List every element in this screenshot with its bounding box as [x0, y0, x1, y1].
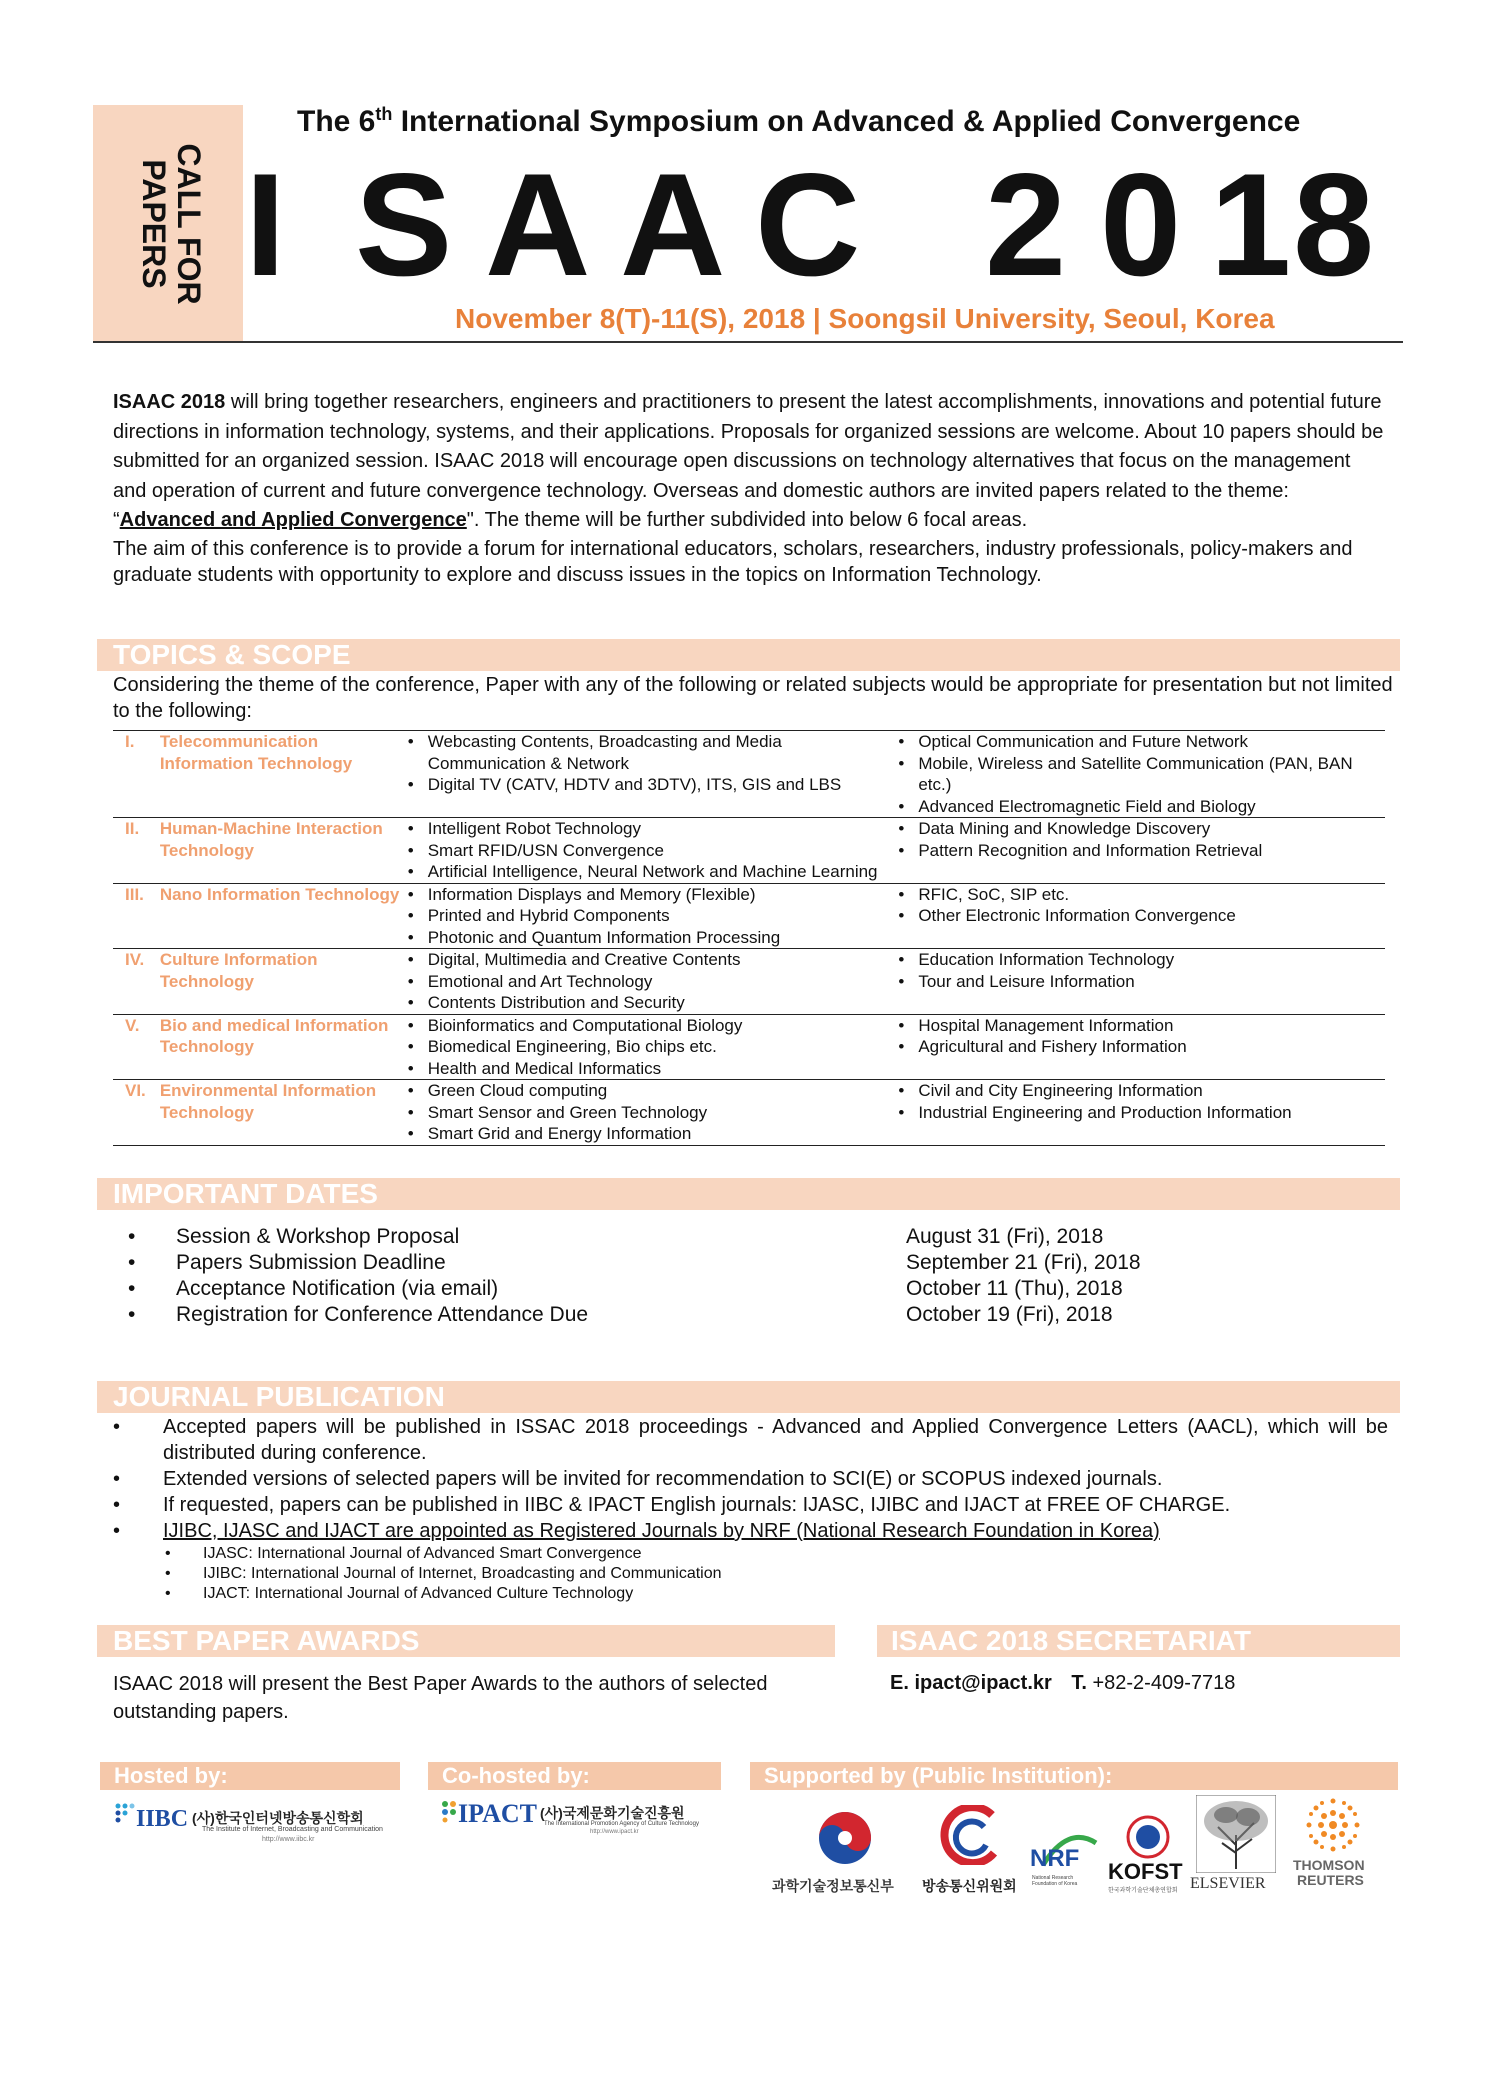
- call-for-papers-label: CALL FOR PAPERS: [136, 142, 207, 305]
- header-divider: [93, 341, 1403, 343]
- kofst-emblem-icon: [1126, 1815, 1170, 1859]
- thomson-reuters-logo: THOMSON REUTERS: [1285, 1795, 1385, 1890]
- topic-number: III.: [125, 884, 144, 904]
- topic-left-list: [404, 883, 895, 949]
- topic-number: VI.: [125, 1081, 146, 1100]
- date-row: • Papers Submission Deadline September 21 (Fri), 2018: [128, 1251, 1141, 1274]
- topic-item: • Printed and Hybrid Components: [428, 905, 895, 927]
- topic-area-name: Environmental Information Technology: [159, 1081, 377, 1122]
- topic-item: • Civil and City Engineering Information: [918, 1080, 1385, 1102]
- title-letter: A: [485, 143, 591, 306]
- title-letter: S: [355, 143, 453, 306]
- topic-left-list: [404, 731, 895, 818]
- title-letter: 1: [1210, 143, 1292, 306]
- topic-row: [113, 1014, 1385, 1080]
- title-letter: I: [245, 143, 286, 306]
- taegeuk-icon: [817, 1810, 873, 1866]
- journal-item: • IJIBC, IJASC and IJACT are appointed as Registered Journals by NRF (National Research Foundation in Korea): [113, 1520, 1160, 1542]
- topic-row: [113, 949, 1385, 1015]
- journal-item: • Extended versions of selected papers will be invited for recommendation to SCI(E) or SCOPUS indexed journals.: [113, 1468, 1163, 1490]
- title-letter: A: [620, 143, 726, 306]
- topic-item: • Biomedical Engineering, Bio chips etc.: [428, 1036, 895, 1058]
- secretariat-contact: E. ipact@ipact.kr T. +82-2-409-7718: [890, 1672, 1236, 1694]
- secretariat-heading-bar: [877, 1625, 1400, 1657]
- topic-item: • Digital TV (CATV, HDTV and 3DTV), ITS, GIS and LBS: [428, 774, 895, 796]
- topic-number: II.: [125, 819, 140, 838]
- intro-paragraph: ISAAC 2018 will bring together researchers, engineers and practitioners to present the latest accomplishments, innovations and potential future directions in information technology, systems, and their applications. Proposals for organized sessions are welcome. About 10 papers should be submitted for an organized session. ISAAC 2018 will encourage open discussions on technology alternatives that focus on the management and operation of current and future convergence technology. Overseas and domestic authors are invited papers related to the theme: “Advanced and Applied Convergence". The theme will be further subdivided into below 6 focal areas. The aim of this conference is to provide a forum for international educators, scholars, researchers, industry professionals, policy-makers and graduate students with opportunity to explore and discuss issues in the topics on Information Technology.: [113, 391, 1384, 586]
- secretariat-phone: +82-2-409-7718: [1092, 1672, 1236, 1694]
- topic-row: [113, 1080, 1385, 1146]
- topic-area-name: Bio and medical Information Technology: [159, 1015, 389, 1056]
- topic-item: • Industrial Engineering and Production Information: [918, 1102, 1385, 1124]
- call-for-papers-box: [93, 105, 243, 342]
- elsevier-tree-icon: [1196, 1795, 1276, 1873]
- topic-area-name: Telecommunication Information Technology: [159, 732, 353, 773]
- topic-right-list: [894, 1080, 1385, 1146]
- topic-item: • Pattern Recognition and Information Retrieval: [918, 840, 1385, 862]
- msit-logo: 과학기술정보통신부: [772, 1810, 882, 1900]
- supported-by-label: Supported by (Public Institution):: [764, 1763, 1113, 1788]
- topic-left-list: [404, 818, 895, 884]
- elsevier-logo: ELSEVIER: [1190, 1795, 1285, 1900]
- title-letter: 0: [1100, 143, 1182, 306]
- topic-item: • Education Information Technology: [918, 949, 1385, 971]
- nrf-logo: NRF National Research Foundation of Korea: [1030, 1825, 1105, 1900]
- topic-item: • Smart Sensor and Green Technology: [428, 1102, 895, 1124]
- topic-right-list: [894, 949, 1385, 1015]
- topic-item: • Artificial Intelligence, Neural Network and Machine Learning: [428, 861, 895, 883]
- journal-sub-item: • IJASC: International Journal of Advanced Smart Convergence: [165, 1545, 642, 1562]
- journal-sub-item: • IJACT: International Journal of Advanced Culture Technology: [165, 1585, 634, 1602]
- topics-heading: TOPICS & SCOPE: [113, 639, 351, 670]
- date-row: • Session & Workshop Proposal August 31 (Fri), 2018: [128, 1225, 1104, 1248]
- hosted-by-bar: [100, 1762, 400, 1790]
- title-letter: C: [755, 143, 861, 306]
- title-letter: 8: [1293, 143, 1375, 306]
- date-row: • Registration for Conference Attendance Due October 19 (Fri), 2018: [128, 1303, 1113, 1326]
- topic-left-list: [404, 1014, 895, 1080]
- ipact-logo: IPACT (사)국제문화기술진흥원 The International Promotion Agency of Culture Technology http://www.ipact.kr: [440, 1795, 730, 1845]
- topic-item: • Data Mining and Knowledge Discovery: [918, 818, 1385, 840]
- topic-number: IV.: [125, 950, 145, 969]
- journal-heading-bar: [97, 1381, 1400, 1413]
- awards-heading: BEST PAPER AWARDS: [113, 1625, 420, 1656]
- topic-item: • Contents Distribution and Security: [428, 992, 895, 1014]
- iibc-logo: IIBC (사)한국인터넷방송통신학회 The Institute of Internet, Broadcasting and Communication http://www.iibc.kr: [112, 1800, 412, 1850]
- journal-item: • If requested, papers can be published in IIBC & IPACT English journals: IJASC, IJIBC and IJACT at FREE OF CHARGE.: [113, 1494, 1231, 1516]
- topic-item: • Tour and Leisure Information: [918, 971, 1385, 993]
- title-letter: 2: [985, 143, 1067, 306]
- date-venue-line: November 8(T)-11(S), 2018 | Soongsil University, Seoul, Korea: [455, 303, 1275, 334]
- topics-table: [113, 730, 1385, 1146]
- cohosted-by-bar: [428, 1762, 721, 1790]
- supported-by-bar: [750, 1762, 1398, 1790]
- topic-row: [113, 818, 1385, 884]
- topic-item: • Smart Grid and Energy Information: [428, 1123, 895, 1145]
- topic-item: • Advanced Electromagnetic Field and Biology: [918, 796, 1385, 818]
- topic-item: • Health and Medical Informatics: [428, 1058, 895, 1080]
- topic-left-list: [404, 1080, 895, 1146]
- topic-item: • Other Electronic Information Convergence: [918, 905, 1385, 927]
- secretariat-heading: ISAAC 2018 SECRETARIAT: [891, 1625, 1251, 1656]
- topic-right-list: [894, 883, 1385, 949]
- topics-heading-bar: [97, 639, 1400, 671]
- symposium-subtitle: The 6th International Symposium on Advanced & Applied Convergence: [297, 104, 1301, 138]
- topic-number: I.: [125, 732, 135, 751]
- cohosted-by-label: Co-hosted by:: [442, 1763, 590, 1788]
- topic-item: • Agricultural and Fishery Information: [918, 1036, 1385, 1058]
- topic-item: • Bioinformatics and Computational Biology: [428, 1015, 895, 1037]
- topic-area-name: Human-Machine Interaction Technology: [159, 819, 383, 860]
- secretariat-email[interactable]: E. ipact@ipact.kr: [890, 1672, 1052, 1694]
- journal-item: • Accepted papers will be published in ISSAC 2018 proceedings - Advanced and Applied Convergence Letters (AACL), which will be distributed during conference.: [113, 1416, 1388, 1464]
- kofst-logo: KOFST 한국과학기술단체총연합회: [1108, 1815, 1188, 1900]
- topic-item: • Mobile, Wireless and Satellite Communication (PAN, BAN etc.): [918, 753, 1385, 796]
- hosted-by-label: Hosted by:: [114, 1763, 228, 1788]
- topic-item: • Information Displays and Memory (Flexible): [428, 884, 895, 906]
- dates-list: [128, 1224, 1228, 1328]
- topic-right-list: [894, 731, 1385, 818]
- topic-right-list: [894, 818, 1385, 884]
- topic-item: • Green Cloud computing: [428, 1080, 895, 1102]
- dates-heading: IMPORTANT DATES: [113, 1178, 378, 1209]
- journal-list: [113, 1414, 1388, 1604]
- topic-left-list: [404, 949, 895, 1015]
- topic-row: [113, 731, 1385, 818]
- topic-row: [113, 883, 1385, 949]
- journal-heading: JOURNAL PUBLICATION: [113, 1381, 445, 1412]
- topic-item: • Optical Communication and Future Network: [918, 731, 1385, 753]
- dates-heading-bar: [97, 1178, 1400, 1210]
- journal-sub-item: • IJIBC: International Journal of Internet, Broadcasting and Communication: [165, 1565, 722, 1582]
- kcc-emblem-icon: [934, 1805, 1004, 1865]
- topic-item: • Webcasting Contents, Broadcasting and Media Communication & Network: [428, 731, 895, 774]
- isaac-2018-title: [245, 145, 1395, 305]
- topic-item: • RFIC, SoC, SIP etc.: [918, 884, 1385, 906]
- theme-link: Advanced and Applied Convergence: [119, 509, 467, 531]
- topic-item: • Emotional and Art Technology: [428, 971, 895, 993]
- topic-area-name: Nano Information Technology: [159, 884, 400, 904]
- topic-item: • Smart RFID/USN Convergence: [428, 840, 895, 862]
- iibc-dots-icon: [114, 1802, 136, 1824]
- awards-heading-bar: [97, 1625, 835, 1657]
- topic-item: • Hospital Management Information: [918, 1015, 1385, 1037]
- topic-right-list: [894, 1014, 1385, 1080]
- thomson-reuters-dots-icon: [1303, 1795, 1363, 1855]
- kcc-logo: 방송통신위원회: [920, 1805, 1020, 1900]
- awards-text: ISAAC 2018 will present the Best Paper Awards to the authors of selected outstanding papers.: [113, 1673, 768, 1723]
- topics-intro: Considering the theme of the conference, Paper with any of the following or related subjects would be appropriate for presentation but not limited to the following:: [113, 674, 1393, 722]
- topic-item: • Digital, Multimedia and Creative Contents: [428, 949, 895, 971]
- topic-number: V.: [125, 1015, 140, 1035]
- date-row: • Acceptance Notification (via email) October 11 (Thu), 2018: [128, 1277, 1123, 1300]
- topic-area-name: Culture Information Technology: [159, 950, 318, 991]
- topic-item: • Photonic and Quantum Information Processing: [428, 927, 895, 949]
- topic-item: • Intelligent Robot Technology: [428, 818, 895, 840]
